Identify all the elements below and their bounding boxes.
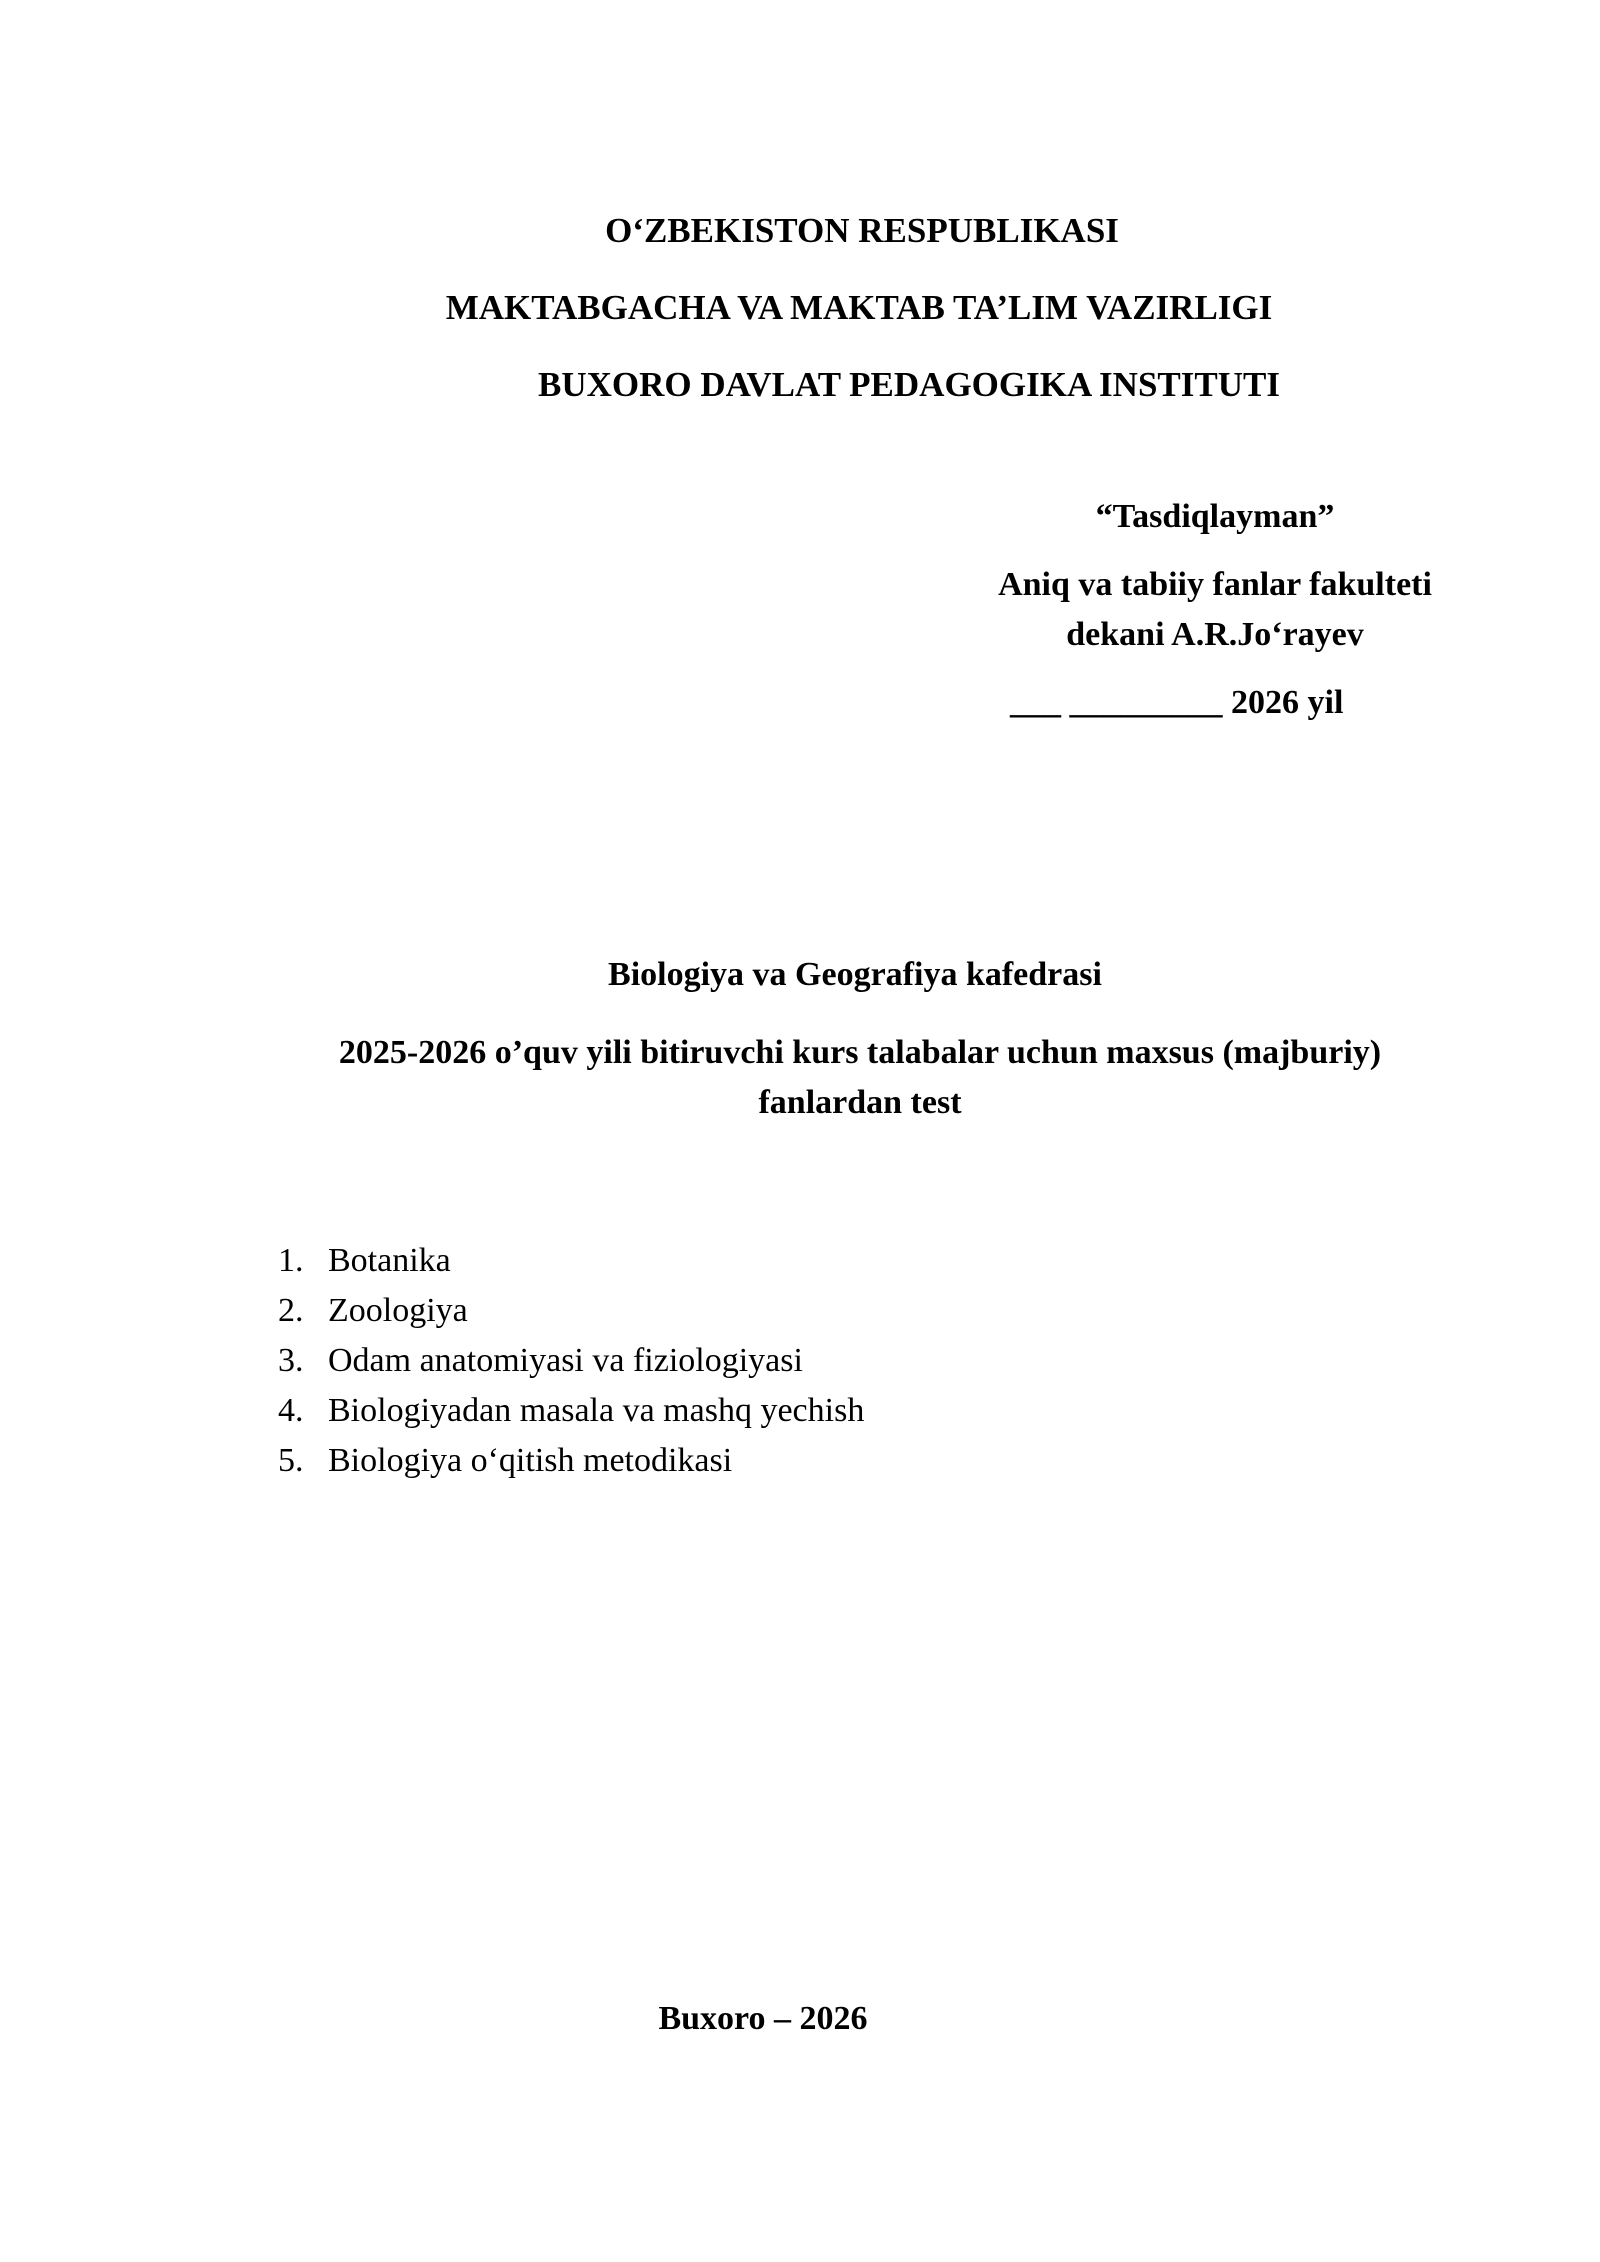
approval-faculty: Aniq va tabiiy fanlar fakulteti [998, 566, 1432, 603]
list-item-number: 3. [278, 1342, 304, 1379]
list-item-label: Biologiyadan masala va mashq yechish [328, 1392, 865, 1429]
list-item-label: Biologiya o‘qitish metodikasi [328, 1442, 733, 1479]
header-ministry: MAKTABGACHA VA MAKTAB TA’LIM VAZIRLIGI [445, 288, 1273, 327]
footer-place-year: Buxoro – 2026 [658, 2000, 868, 2037]
list-item [278, 1436, 864, 1486]
test-subtitle-line-1: 2025-2026 o’quv yili bitiruvchi kurs talabalar uchun maxsus (majburiy) [338, 1034, 1382, 1071]
approval-title: “Tasdiqlayman” [1095, 498, 1335, 535]
list-item [278, 1336, 864, 1386]
list-item-label: Botanika [328, 1242, 451, 1279]
department-title: Biologiya va Geografiya kafedrasi [608, 956, 1102, 993]
list-item-label: Odam anatomiyasi va fiziologiyasi [328, 1342, 803, 1379]
header-republic: O‘ZBEKISTON RESPUBLIKASI [605, 211, 1119, 250]
list-item-label: Zoologiya [328, 1292, 468, 1329]
approval-date: ___ _________ 2026 yil [1010, 684, 1344, 721]
list-item-number: 4. [278, 1392, 304, 1429]
list-item-number: 1. [278, 1242, 304, 1279]
list-item-number: 2. [278, 1292, 304, 1329]
list-item [278, 1236, 864, 1286]
list-item [278, 1386, 864, 1436]
subject-list [278, 1236, 864, 1486]
approval-dean: dekani A.R.Jo‘rayev [1066, 616, 1364, 653]
list-item [278, 1286, 864, 1336]
header-institute: BUXORO DAVLAT PEDAGOGIKA INSTITUTI [538, 365, 1280, 404]
test-subtitle-line-2: fanlardan test [758, 1084, 962, 1121]
list-item-number: 5. [278, 1442, 304, 1479]
